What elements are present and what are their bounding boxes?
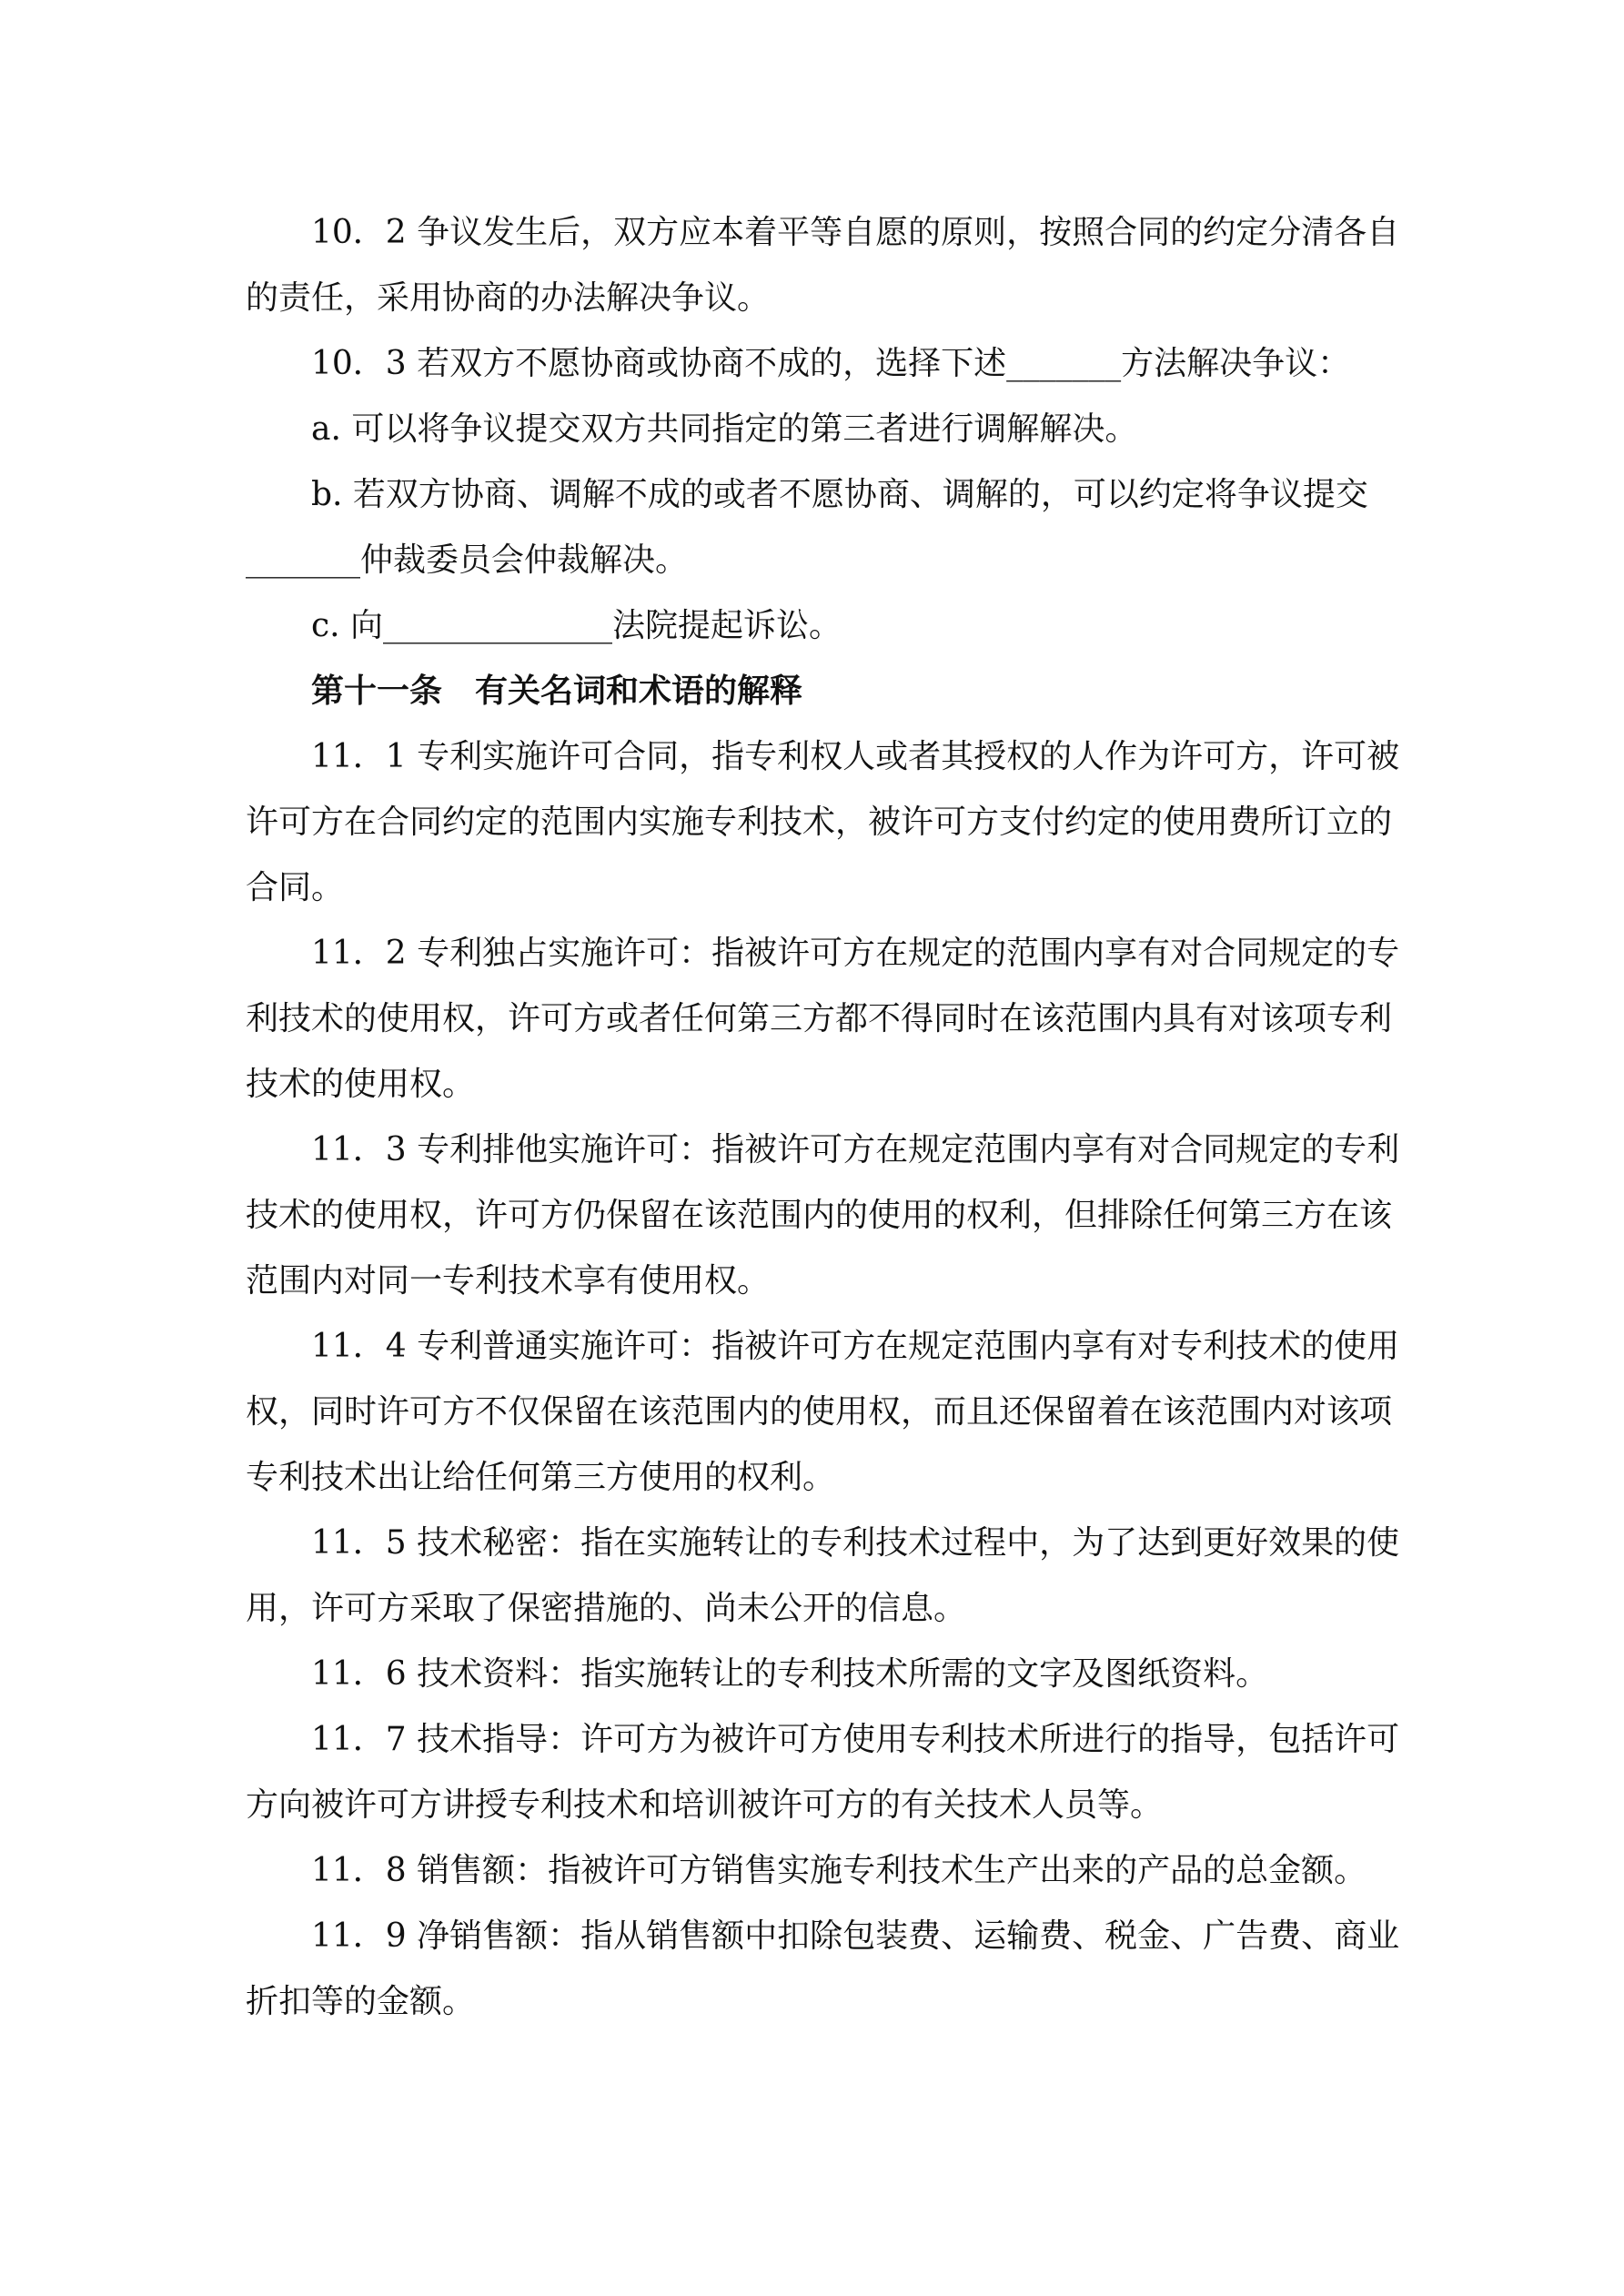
paragraph-11-2 (246, 921, 1400, 1118)
paragraph-line: c. 向______________法院提起诉讼。 (311, 607, 842, 644)
paragraph-11-5 (246, 1511, 1400, 1642)
paragraph-11-1 (246, 724, 1400, 921)
paragraph-line: 11．1 专利实施许可合同，指专利权人或者其授权的人作为许可方，许可被 (311, 738, 1400, 775)
paragraph-line: a. 可以将争议提交双方共同指定的第三者进行调解解决。 (311, 410, 1138, 448)
paragraph-line: 11．7 技术指导：许可方为被许可方使用专利技术所进行的指导，包括许可 (311, 1721, 1400, 1758)
paragraph-line: 技术的使用权，许可方仍保留在该范围内的使用的权利，但排除任何第三方在该 (246, 1197, 1393, 1234)
paragraph-line: 合同。 (246, 869, 345, 906)
paragraph-line: 11．9 净销售额：指从销售额中扣除包装费、运输费、税金、广告费、商业 (311, 1917, 1400, 1955)
paragraph-line: 11．6 技术资料：指实施转让的专利技术所需的文字及图纸资料。 (311, 1655, 1269, 1693)
paragraph-line: 11．5 技术秘密：指在实施转让的专利技术过程中，为了达到更好效果的使 (311, 1524, 1400, 1562)
paragraph-line: 范围内对同一专利技术享有使用权。 (246, 1262, 771, 1300)
paragraph-10-2 (246, 200, 1400, 331)
paragraph-line: 11．2 专利独占实施许可：指被许可方在规定的范围内享有对合同规定的专 (311, 935, 1400, 972)
paragraph-11-7 (246, 1707, 1400, 1838)
paragraph-line: 11．8 销售额：指被许可方销售实施专利技术生产出来的产品的总金额。 (311, 1852, 1367, 1889)
paragraph-line: b. 若双方协商、调解不成的或者不愿协商、调解的，可以约定将争议提交 (311, 476, 1368, 513)
paragraph-11-6 (246, 1642, 1383, 1707)
paragraph-line: 许可方在合同约定的范围内实施专利技术，被许可方支付约定的使用费所订立的 (246, 804, 1393, 841)
paragraph-line: 技术的使用权。 (246, 1066, 476, 1103)
option-c (246, 593, 1383, 659)
paragraph-10-3 (246, 331, 1383, 397)
paragraph-line: 10．3 若双方不愿协商或协商不成的，选择下述_______方法解决争议： (311, 345, 1351, 382)
option-a (246, 397, 1383, 462)
paragraph-line: 11．4 专利普通实施许可：指被许可方在规定范围内享有对专利技术的使用 (311, 1328, 1400, 1365)
article-11-heading: 第十一条 有关名词和术语的解释 (311, 673, 803, 710)
paragraph-11-9 (246, 1904, 1400, 2035)
paragraph-11-3 (246, 1118, 1400, 1314)
paragraph-line: 折扣等的金额。 (246, 1983, 476, 2020)
paragraph-line: 利技术的使用权，许可方或者任何第三方都不得同时在该范围内具有对该项专利 (246, 1000, 1393, 1037)
paragraph-line: 10．2 争议发生后，双方应本着平等自愿的原则，按照合同的约定分清各自 (311, 214, 1400, 251)
paragraph-line: 的责任，采用协商的办法解决争议。 (246, 279, 771, 317)
paragraph-line: 11．3 专利排他实施许可：指被许可方在规定范围内享有对合同规定的专利 (311, 1131, 1400, 1168)
paragraph-line: 权，同时许可方不仅保留在该范围内的使用权，而且还保留着在该范围内对该项 (246, 1393, 1393, 1431)
paragraph-line: 用，许可方采取了保密措施的、尚未公开的信息。 (246, 1590, 967, 1627)
paragraph-line: 专利技术出让给任何第三方使用的权利。 (246, 1459, 836, 1496)
paragraph-11-4 (246, 1314, 1400, 1511)
paragraph-11-8 (246, 1838, 1383, 1904)
paragraph-line: 方向被许可方讲授专利技术和培训被许可方的有关技术人员等。 (246, 1786, 1164, 1824)
option-b (246, 462, 1383, 593)
document-body (246, 200, 1400, 2035)
paragraph-line: _______仲裁委员会仲裁解决。 (246, 541, 689, 579)
